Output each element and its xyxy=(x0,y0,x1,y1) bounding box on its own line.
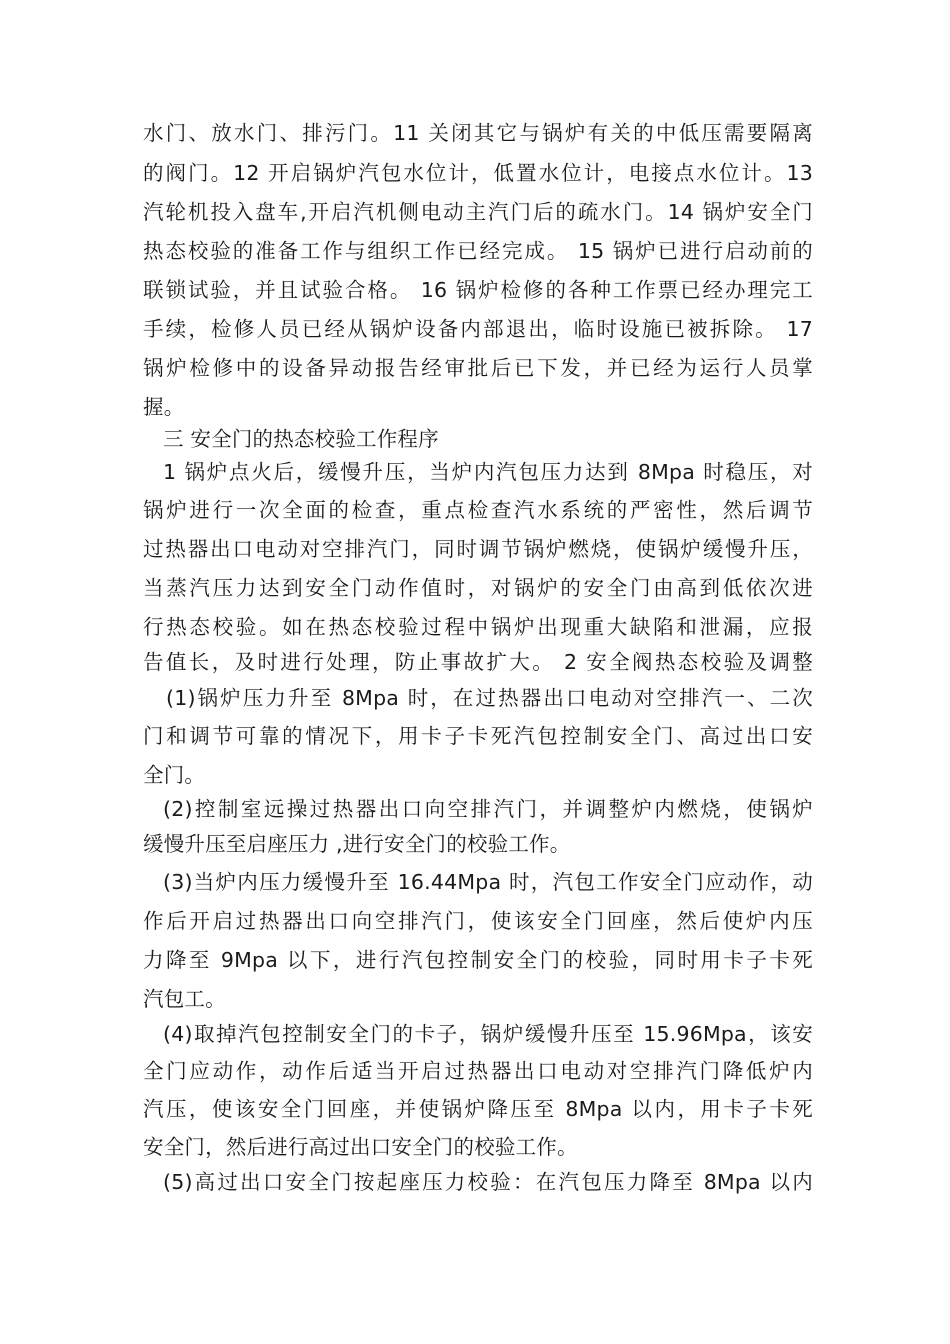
text-line: 联锁试验，并且试验合格。 16 锅炉检修的各种工作票已经办理完工 xyxy=(143,278,813,302)
text-line: (2)控制室远操过热器出口向空排汽门，并调整炉内燃烧，使锅炉 xyxy=(163,797,813,821)
text-line: 热态校验的准备工作与组织工作已经完成。 15 锅炉已进行启动前的 xyxy=(143,239,813,263)
text-line: 当蒸汽压力达到安全门动作值时，对锅炉的安全门由高到低依次进 xyxy=(143,576,813,600)
text-line: 汽轮机投入盘车,开启汽机侧电动主汽门后的疏水门。14 锅炉安全门 xyxy=(143,200,813,224)
section-heading: 三 安全门的热态校验工作程序 xyxy=(163,427,439,451)
text-line: 告值长，及时进行处理，防止事故扩大。 2 安全阀热态校验及调整 xyxy=(143,650,813,674)
text-line: 安全门，然后进行高过出口安全门的校验工作。 xyxy=(143,1135,578,1159)
text-line: (3)当炉内压力缓慢升至 16.44Mpa 时，汽包工作安全门应动作，动 xyxy=(163,870,813,894)
text-line: 锅炉进行一次全面的检查，重点检查汽水系统的严密性，然后调节 xyxy=(143,498,813,522)
text-line: 全门应动作，动作后适当开启过热器出口电动对空排汽门降低炉内 xyxy=(143,1059,813,1083)
text-line: 力降至 9Mpa 以下，进行汽包控制安全门的校验，同时用卡子卡死 xyxy=(143,948,813,972)
text-line: 行热态校验。如在热态校验过程中锅炉出现重大缺陷和泄漏，应报 xyxy=(143,615,813,639)
text-line: 的阀门。12 开启锅炉汽包水位计，低置水位计，电接点水位计。13 xyxy=(143,161,813,185)
text-line: (4)取掉汽包控制安全门的卡子，锅炉缓慢升压至 15.96Mpa，该安 xyxy=(163,1022,813,1046)
text-line: 握。 xyxy=(143,395,185,419)
text-line: 门和调节可靠的情况下，用卡子卡死汽包控制安全门、高过出口安 xyxy=(143,724,813,748)
text-line: (5)高过出口安全门按起座压力校验：在汽包压力降至 8Mpa 以内 xyxy=(163,1170,813,1194)
text-line: 1 锅炉点火后，缓慢升压，当炉内汽包压力达到 8Mpa 时稳压，对 xyxy=(163,460,813,484)
text-line: (1)锅炉压力升至 8Mpa 时，在过热器出口电动对空排汽一、二次 xyxy=(166,686,813,710)
text-line: 汽压，使该安全门回座，并使锅炉降压至 8Mpa 以内，用卡子卡死 xyxy=(143,1097,813,1121)
text-line: 锅炉检修中的设备异动报告经审批后已下发，并已经为运行人员掌 xyxy=(143,356,813,380)
text-line: 手续，检修人员已经从锅炉设备内部退出，临时设施已被拆除。 17 xyxy=(143,317,813,341)
text-line: 缓慢升压至启座压力 ,进行安全门的校验工作。 xyxy=(143,832,571,856)
text-line: 过热器出口电动对空排汽门，同时调节锅炉燃烧，使锅炉缓慢升压， xyxy=(143,537,813,561)
text-line: 水门、放水门、排污门。11 关闭其它与锅炉有关的中低压需要隔离 xyxy=(143,121,813,145)
text-line: 作后开启过热器出口向空排汽门，使该安全门回座，然后使炉内压 xyxy=(143,909,813,933)
text-line: 全门。 xyxy=(143,763,206,787)
text-line: 汽包工。 xyxy=(143,987,226,1011)
